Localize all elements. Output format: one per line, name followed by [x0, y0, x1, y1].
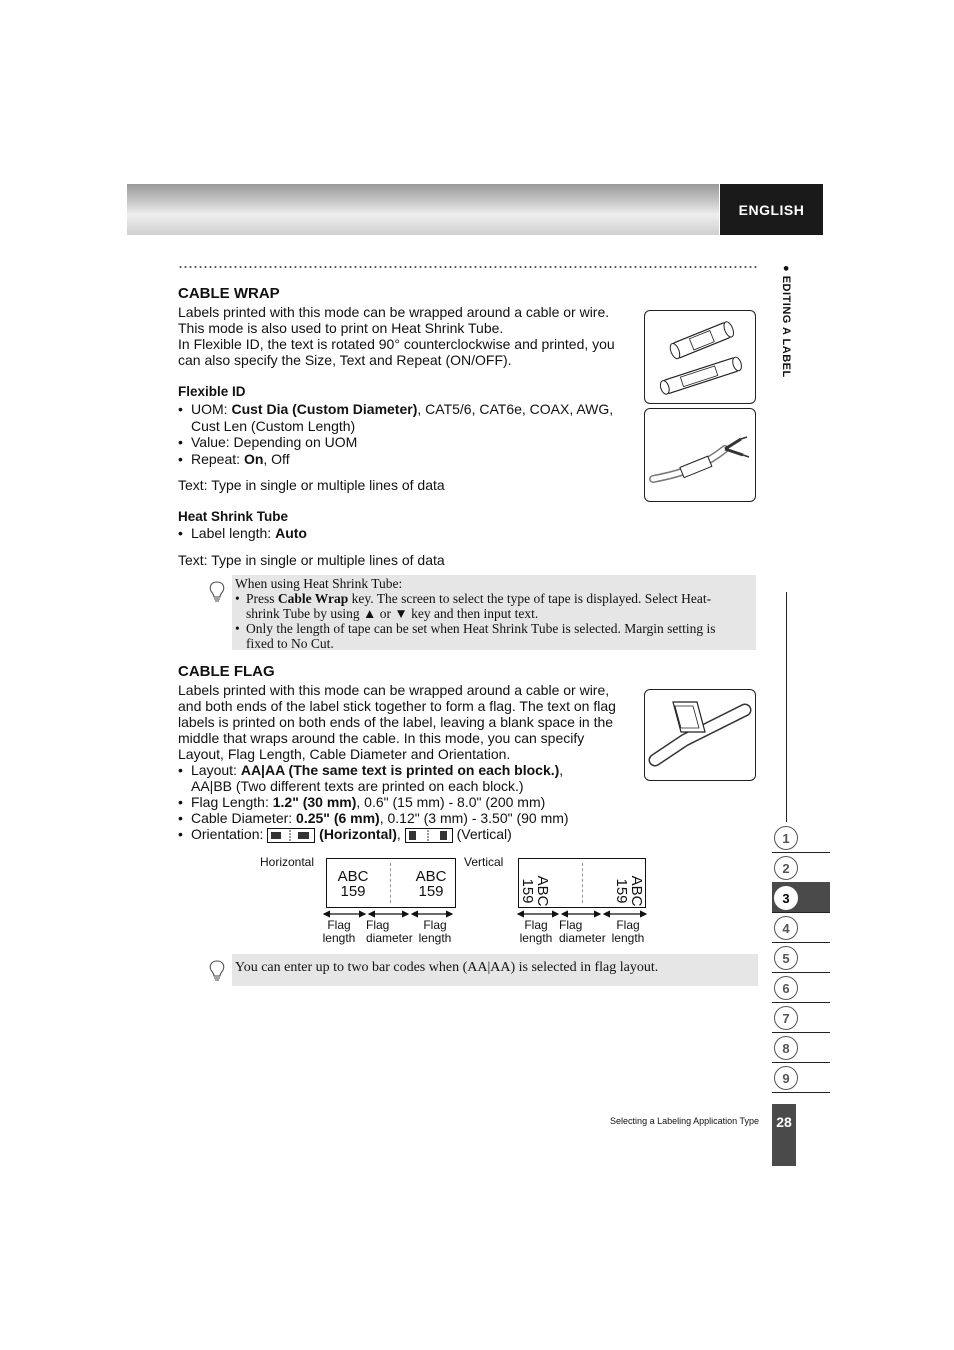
- intro-line: Labels printed with this mode can be wrapped around a cable or wire.: [178, 304, 610, 320]
- chapter-number: 9: [774, 1066, 798, 1090]
- dim-flag-length: Flag length: [418, 918, 452, 945]
- list-item: • Orientation: (Horizontal), (Vertical): [178, 826, 648, 843]
- list-item: • Label length: Auto: [178, 525, 618, 542]
- heat-shrink-heading: Heat Shrink Tube: [178, 509, 289, 524]
- horizontal-orientation-icon: [267, 828, 315, 843]
- list-item: • Value: Depending on UOM: [178, 434, 638, 451]
- note-intro: When using Heat Shrink Tube:: [235, 576, 403, 591]
- chapter-nav-1[interactable]: [772, 822, 830, 853]
- cable-flag-intro: [178, 682, 638, 762]
- list-item: • Flag Length: 1.2" (30 mm), 0.6" (15 mm) - 8.0" (200 mm): [178, 794, 648, 810]
- dim-flag-length: Flag length: [611, 918, 645, 945]
- side-tab: [770, 265, 800, 405]
- lightbulb-icon: [207, 959, 227, 983]
- heat-shrink-note: [232, 575, 756, 650]
- note-item: • Only the length of tape can be set when Heat Shrink Tube is selected. Margin setting is fixed to No Cut.: [235, 621, 751, 651]
- list-item: • Layout: AA|AA (The same text is printed on each block.), AA|BB (Two different texts are printed on each block.): [178, 762, 648, 794]
- list-item: • Repeat: On, Off: [178, 451, 638, 468]
- chapter-number: 2: [774, 856, 798, 880]
- flexible-id-text-note: Text: Type in single or multiple lines of data: [178, 477, 445, 493]
- chapter-nav-3[interactable]: [772, 882, 830, 913]
- intro-line: In Flexible ID, the text is rotated 90° counterclockwise and printed, you: [178, 336, 615, 352]
- side-tab-bullet: ●: [780, 265, 792, 276]
- sample-left-text: ABC 159: [519, 875, 551, 907]
- header-banner: [127, 184, 719, 235]
- page-number: 28: [772, 1104, 796, 1166]
- vertical-orientation-icon: [405, 828, 453, 843]
- heat-shrink-list: [178, 525, 618, 542]
- chapter-nav-2[interactable]: [772, 852, 830, 883]
- chapter-nav-4[interactable]: [772, 912, 830, 943]
- vertical-diagram-label: Vertical: [464, 855, 504, 869]
- intro-line: middle that wraps around the cable. In this mode, you can specify: [178, 730, 585, 746]
- dotted-divider: [178, 265, 758, 269]
- cable-flag-list: [178, 762, 648, 843]
- vertical-flag-label-sample: [518, 858, 646, 908]
- intro-line: Layout, Flag Length, Cable Diameter and Orientation.: [178, 746, 511, 762]
- down-arrow-icon: ▼: [394, 606, 408, 621]
- horizontal-flag-label-sample: [326, 858, 456, 908]
- chapter-nav-5[interactable]: [772, 942, 830, 973]
- chapter-number: 5: [774, 946, 798, 970]
- intro-line: Labels printed with this mode can be wrapped around a cable or wire,: [178, 682, 610, 698]
- chapter-nav-7[interactable]: [772, 1002, 830, 1033]
- intro-line: and both ends of the label stick together to form a flag. The text on flag: [178, 698, 616, 714]
- chapter-nav-6[interactable]: [772, 972, 830, 1003]
- intro-line: can also specify the Size, Text and Repeat (ON/OFF).: [178, 352, 512, 368]
- heat-shrink-tube-illustration: [644, 408, 756, 502]
- cable-wrap-heading: CABLE WRAP: [178, 285, 280, 302]
- chapter-number: 1: [774, 826, 798, 850]
- center-fold-line: [390, 863, 391, 903]
- chapter-number: 3: [774, 886, 798, 910]
- dim-flag-length: Flag length: [322, 918, 356, 945]
- side-rule: [786, 592, 787, 822]
- list-item: • UOM: Cust Dia (Custom Diameter), CAT5/6, CAT6e, COAX, AWG, Cust Len (Custom Length): [178, 401, 638, 434]
- chapter-number: 6: [774, 976, 798, 1000]
- chapter-nav-8[interactable]: [772, 1032, 830, 1063]
- bar-code-note: You can enter up to two bar codes when (AA|AA) is selected in flag layout.: [232, 954, 758, 986]
- lightbulb-icon: [207, 580, 227, 604]
- list-item: • Cable Diameter: 0.25" (6 mm), 0.12" (3 mm) - 3.50" (90 mm): [178, 810, 648, 826]
- intro-line: labels is printed on both ends of the label, leaving a blank space in the: [178, 714, 614, 730]
- cable-wrap-intro: [178, 304, 638, 368]
- language-badge: ENGLISH: [720, 184, 823, 235]
- chapter-nav-9[interactable]: [772, 1062, 830, 1093]
- dim-flag-diameter: Flag diameter: [559, 918, 606, 945]
- chapter-number: 8: [774, 1036, 798, 1060]
- sample-left-text: ABC 159: [337, 868, 369, 900]
- chapter-number: 4: [774, 916, 798, 940]
- heat-shrink-text-note: Text: Type in single or multiple lines of data: [178, 552, 445, 568]
- side-tab-label: EDITING A LABEL: [780, 275, 792, 378]
- center-fold-line: [582, 863, 583, 903]
- cable-flag-heading: CABLE FLAG: [178, 663, 275, 680]
- horizontal-diagram-label: Horizontal: [260, 855, 315, 869]
- sample-right-text: ABC 159: [415, 868, 447, 900]
- chapter-number: 7: [774, 1006, 798, 1030]
- flexible-id-list: [178, 401, 638, 467]
- sample-right-text: ABC 159: [613, 875, 645, 907]
- dim-flag-length: Flag length: [519, 918, 553, 945]
- flexible-id-heading: Flexible ID: [178, 384, 246, 399]
- cable-flag-illustration: [644, 689, 756, 781]
- up-arrow-icon: ▲: [363, 606, 377, 621]
- intro-line: This mode is also used to print on Heat Shrink Tube.: [178, 320, 504, 336]
- cable-wrap-label-illustration: [644, 310, 756, 404]
- note-item: • Press Cable Wrap key. The screen to select the type of tape is displayed. Select Heat- shrink Tube by using ▲ or ▼ key and then input text.: [235, 591, 751, 621]
- dim-flag-diameter: Flag diameter: [366, 918, 413, 945]
- footer-section-title: Selecting a Labeling Application Type: [610, 1116, 759, 1126]
